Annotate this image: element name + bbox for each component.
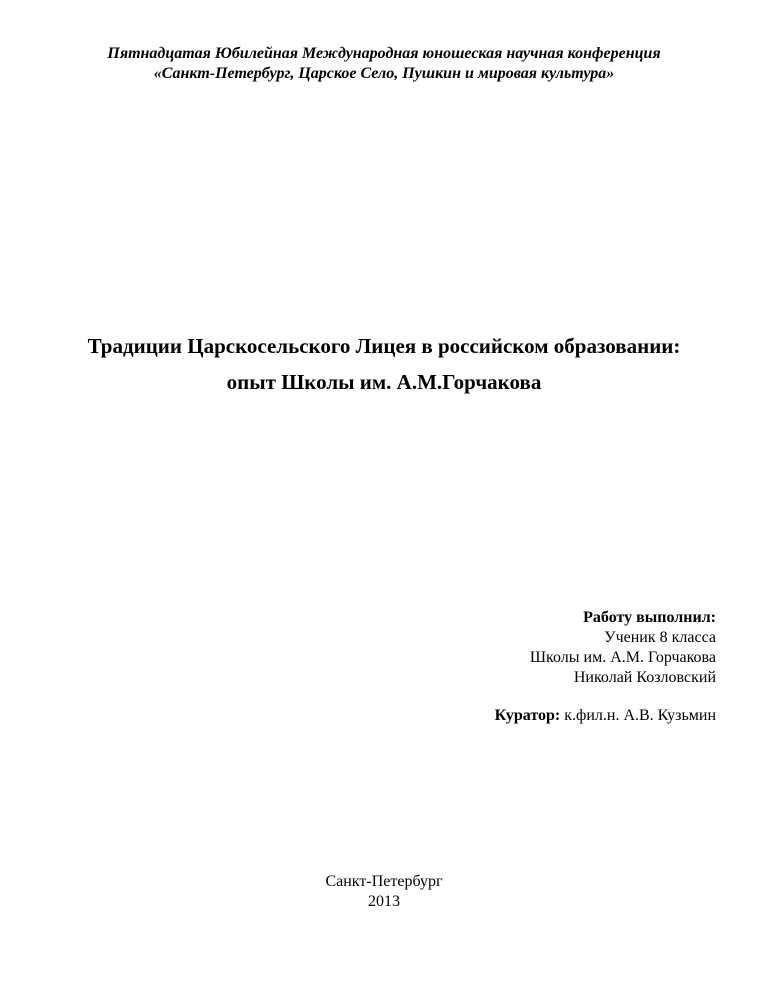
author-name: Николай Козловский <box>573 669 716 686</box>
document-footer <box>0 872 768 912</box>
curator-label: Куратор: <box>494 707 561 724</box>
curator-line <box>495 706 716 726</box>
conference-theme: «Санкт-Петербург, Царское Село, Пушкин и мировая культура» <box>153 65 615 82</box>
author-grade: Ученик 8 класса <box>604 629 716 646</box>
author-school: Школы им. А.М. Горчакова <box>529 649 716 666</box>
conference-header <box>0 44 768 84</box>
document-title <box>0 328 768 400</box>
title-line-1: Традиции Царскосельского Лицея в российском образовании: <box>87 334 681 358</box>
footer-year: 2013 <box>368 893 400 910</box>
title-line-2: опыт Школы им. А.М.Горчакова <box>226 370 542 394</box>
footer-city: Санкт-Петербург <box>325 873 443 890</box>
author-label: Работу выполнил: <box>583 609 716 626</box>
conference-name: Пятнадцатая Юбилейная Международная юношеская научная конференция <box>107 45 661 62</box>
author-block <box>495 608 716 726</box>
curator-value: к.фил.н. А.В. Кузьмин <box>560 707 716 724</box>
